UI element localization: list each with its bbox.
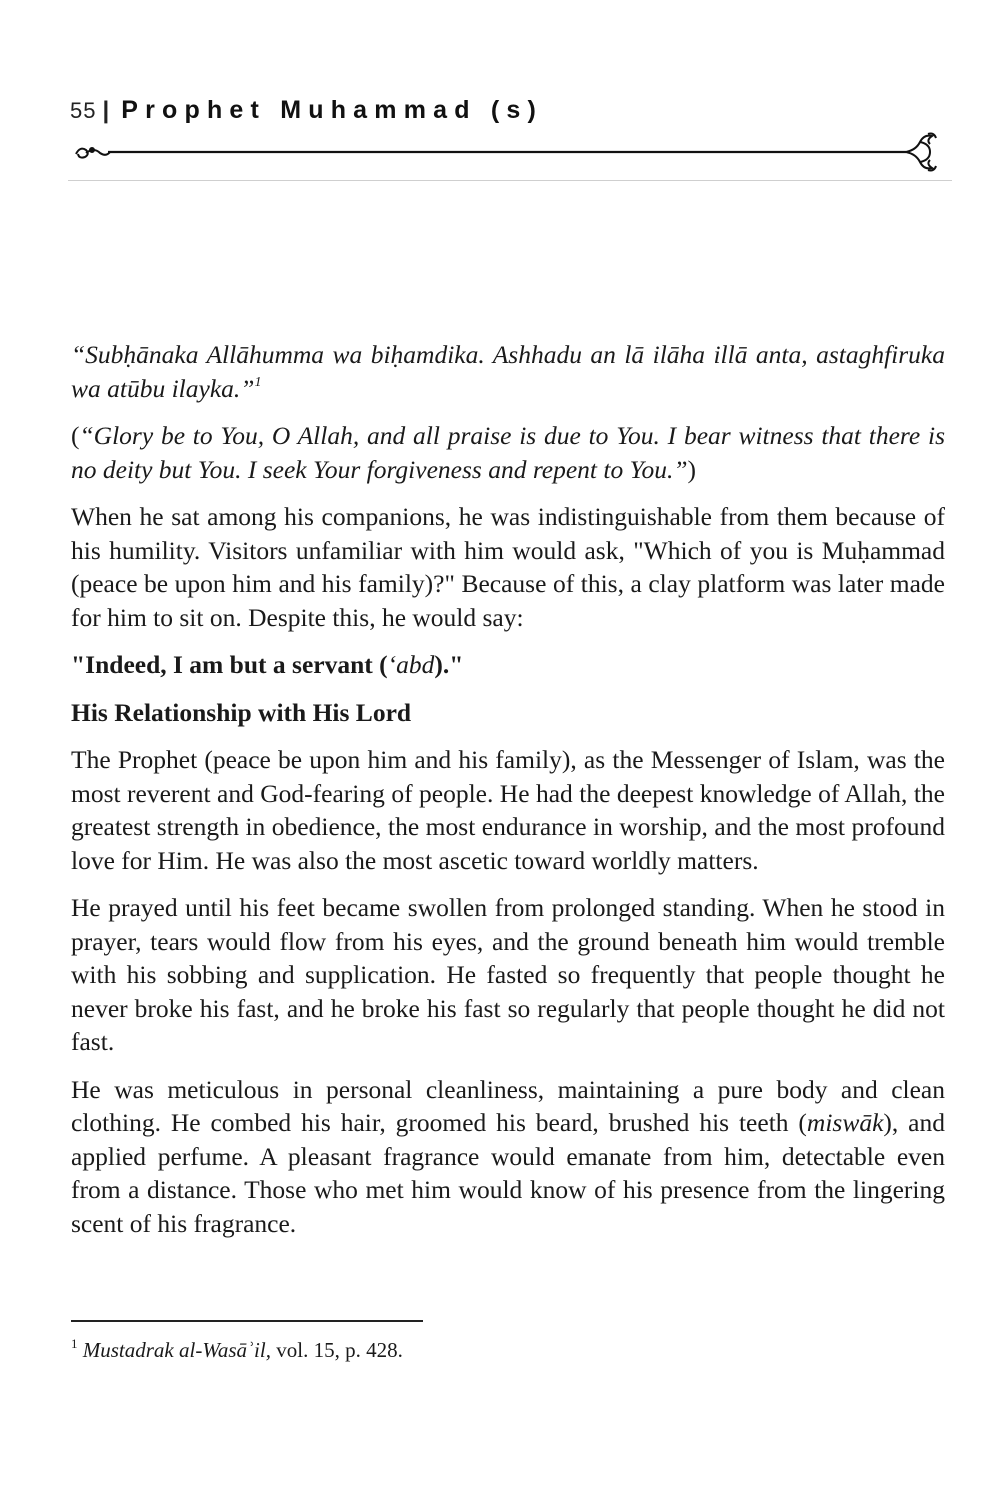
paragraph-3: He was meticulous in personal cleanliness, maintaining a pure body and clean clothing. He combed his hair, groomed his beard, brushed his teeth (miswāk), and applied perfume. A pleasant fragrance would emanate from him, detectable even from a distance. Those who met him would know of his presence from the lingering scent of his fragrance. [71,1074,945,1238]
paragraph-1: The Prophet (peace be upon him and his family), as the Messenger of Islam, was the most reverent and God-fearing of people. He had the deepest knowledge of Allah, the greatest strength in obedience, the most endurance in worship, and the most profound love for Him. He was also the most ascetic toward worldly matters. [71,745,945,875]
left-flourish-icon [76,148,110,158]
header-separator: | [102,97,110,124]
right-flourish-icon [906,134,936,171]
section-heading: His Relationship with His Lord [71,697,412,727]
quote-servant: "Indeed, I am but a servant (‘abd)." [71,650,464,679]
paragraph-sitting: When he sat among his companions, he was indistinguishable from them because of his humility. Visitors unfamiliar with him would ask, "Which of you is Muḥammad (peace be upon him and his family)?" Because of this, a clay platform was later made for him to sit on. Despite this, he would say: [71,502,945,632]
dua-translation: (“Glory be to You, O Allah, and all praise is due to You. I bear witness that there is no deity but You. I seek Your forgiveness and repent to You.”) [71,421,945,484]
paragraph-2: He prayed until his feet became swollen from prolonged standing. When he stood in prayer, tears would flow from his eyes, and the ground beneath him would tremble with his sobbing and supplication. He fasted so frequently that people thought he never broke his fast, and he broke his fast so regularly that people thought he did not fast. [71,893,945,1056]
footnote-number: 1 [71,1336,78,1351]
ornamental-rule [70,128,950,180]
footnote-source: Mustadrak al-Wasāʾil, [82,1338,271,1362]
header-underline [68,180,952,181]
page-number: 55 [70,98,97,123]
body-text [71,338,945,1254]
footnote-reference[interactable]: 1 [254,374,262,390]
footnote [71,1336,931,1364]
running-header [70,96,543,125]
running-title: Prophet Muhammad (s) [121,96,543,124]
footnote-detail: vol. 15, p. 428. [270,1338,403,1362]
footnote-rule [71,1320,423,1322]
dua-transliteration: “Subḥānaka Allāhumma wa biḥamdika. Ashhadu an lā ilāha illā anta, astaghfiruka wa atūbu ilayka.”$^1$ [71,340,945,403]
